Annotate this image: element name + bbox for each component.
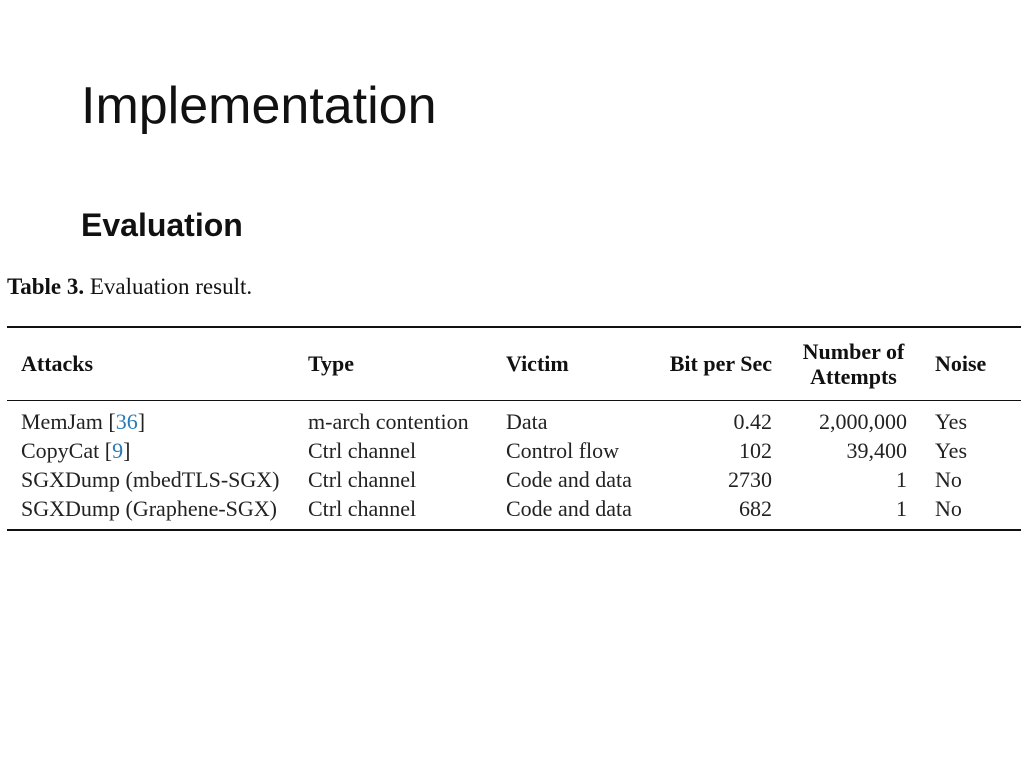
header-noise: Noise bbox=[935, 351, 987, 377]
table-row bbox=[7, 465, 1021, 494]
table-row bbox=[7, 401, 1021, 437]
cell-attempts: 1 bbox=[896, 496, 907, 521]
cell-attempts: 39,400 bbox=[846, 438, 907, 463]
cell-attack: SGXDump (mbedTLS-SGX) bbox=[21, 467, 280, 492]
reference-link[interactable]: 9 bbox=[112, 438, 124, 463]
header-row bbox=[7, 327, 1021, 401]
evaluation-table-container bbox=[7, 326, 1021, 531]
header-type: Type bbox=[308, 351, 355, 377]
cell-victim: Code and data bbox=[506, 496, 632, 521]
evaluation-table bbox=[7, 326, 1021, 531]
table-caption-text: Evaluation result. bbox=[84, 274, 253, 299]
reference-close-bracket: ] bbox=[123, 438, 131, 463]
cell-bit-per-sec: 102 bbox=[739, 438, 772, 463]
cell-noise: No bbox=[935, 467, 962, 492]
cell-victim: Data bbox=[506, 409, 548, 434]
header-victim: Victim bbox=[506, 351, 569, 377]
attack-name: CopyCat bbox=[21, 438, 105, 463]
reference-close-bracket: ] bbox=[137, 409, 146, 434]
table-header bbox=[7, 327, 1021, 401]
table-row bbox=[7, 436, 1021, 465]
cell-bit-per-sec: 2730 bbox=[728, 467, 772, 492]
cell-type: Ctrl channel bbox=[308, 438, 417, 463]
attack-name: MemJam bbox=[21, 409, 109, 434]
reference-open-bracket: [ bbox=[104, 438, 113, 463]
table-caption-label: Table 3. bbox=[7, 274, 85, 299]
slide-title: Implementation bbox=[81, 77, 437, 135]
slide-subtitle: Evaluation bbox=[81, 207, 243, 243]
header-number-of-attempts: Number of Attempts bbox=[802, 338, 905, 389]
header-bit-per-sec: Bit per Sec bbox=[669, 351, 772, 377]
cell-type: Ctrl channel bbox=[308, 467, 417, 492]
header-attacks: Attacks bbox=[21, 351, 94, 377]
cell-bit-per-sec: 682 bbox=[739, 496, 772, 521]
cell-bit-per-sec: 0.42 bbox=[733, 409, 772, 434]
reference-open-bracket: [ bbox=[108, 409, 116, 434]
cell-attack bbox=[7, 401, 294, 437]
cell-attack bbox=[7, 436, 294, 465]
cell-attempts: 1 bbox=[896, 467, 907, 492]
table-row bbox=[7, 494, 1021, 530]
reference-link[interactable]: 36 bbox=[115, 409, 138, 434]
cell-noise: Yes bbox=[935, 409, 968, 434]
cell-victim: Control flow bbox=[506, 438, 620, 463]
cell-victim: Code and data bbox=[506, 467, 632, 492]
cell-type: m-arch contention bbox=[308, 409, 469, 434]
cell-noise: Yes bbox=[935, 438, 968, 463]
cell-noise: No bbox=[935, 496, 962, 521]
table-body bbox=[7, 401, 1021, 531]
cell-attack: SGXDump (Graphene-SGX) bbox=[21, 496, 278, 521]
cell-attempts: 2,000,000 bbox=[819, 409, 907, 434]
table-caption bbox=[7, 274, 252, 300]
cell-type: Ctrl channel bbox=[308, 496, 417, 521]
